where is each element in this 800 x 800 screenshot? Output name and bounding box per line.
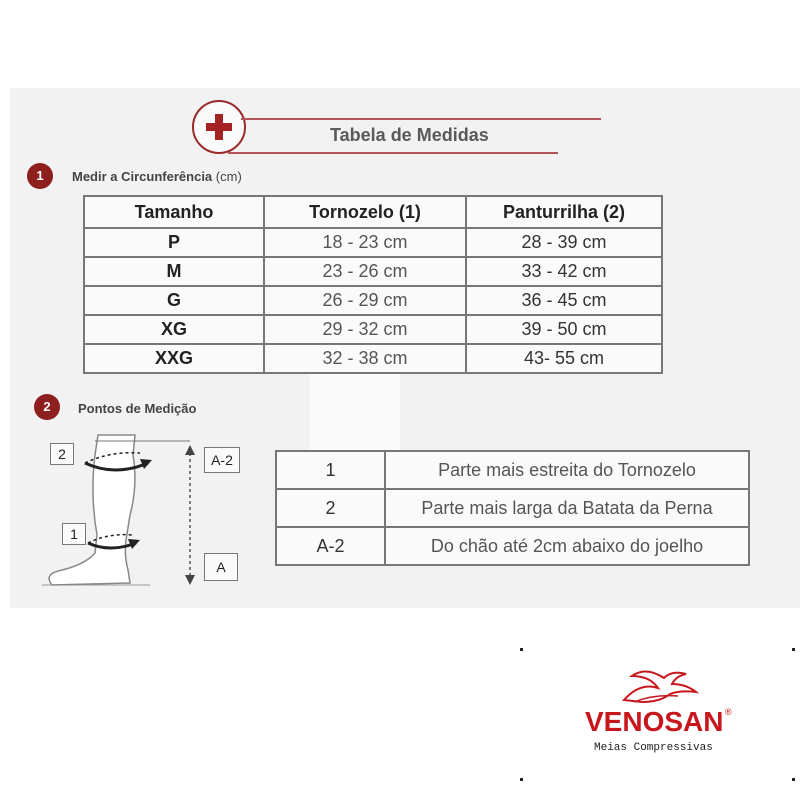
point-description-cell: Parte mais larga da Batata da Perna [385, 489, 749, 527]
size-cell: G [84, 286, 264, 315]
step-1-unit: (cm) [215, 169, 242, 184]
corner-mark [520, 778, 523, 781]
size-cell: XXG [84, 344, 264, 373]
step-1-title [72, 169, 242, 184]
table-row [276, 451, 749, 489]
venosan-bird-logo-icon [620, 662, 700, 706]
table-row [84, 344, 662, 373]
calf-cell: 43- 55 cm [466, 344, 662, 373]
point-id-cell: 1 [276, 451, 385, 489]
medical-cross-icon [192, 100, 246, 154]
brand-tagline: Meias Compressivas [594, 742, 713, 754]
label-a2: A-2 [204, 447, 240, 473]
corner-mark [792, 648, 795, 651]
size-table-header-row [84, 196, 662, 228]
step-2-title: Pontos de Medição [78, 401, 197, 416]
label-a: A [204, 553, 238, 581]
step-2-badge: 2 [34, 394, 60, 420]
ankle-cell: 18 - 23 cm [264, 228, 466, 257]
table-row [84, 315, 662, 344]
size-cell: M [84, 257, 264, 286]
point-id-cell: A-2 [276, 527, 385, 565]
calf-cell: 36 - 45 cm [466, 286, 662, 315]
ankle-cell: 29 - 32 cm [264, 315, 466, 344]
step-1-badge: 1 [27, 163, 53, 189]
point-id-cell: 2 [276, 489, 385, 527]
calf-cell: 28 - 39 cm [466, 228, 662, 257]
step-1-label: Medir a Circunferência [72, 169, 213, 184]
table-row [84, 228, 662, 257]
ankle-cell: 23 - 26 cm [264, 257, 466, 286]
label-point-1: 1 [62, 523, 86, 545]
brand-name: VENOSAN [585, 706, 724, 737]
header-divider-top [241, 118, 601, 120]
leg-measurement-diagram [40, 425, 240, 595]
size-table [83, 195, 663, 374]
table-row [276, 489, 749, 527]
header-divider-bottom [228, 152, 558, 154]
table-row [84, 257, 662, 286]
column-header-calf: Panturrilha (2) [466, 196, 662, 228]
measurement-points-table [275, 450, 750, 566]
table-row [84, 286, 662, 315]
calf-cell: 33 - 42 cm [466, 257, 662, 286]
ankle-cell: 26 - 29 cm [264, 286, 466, 315]
point-description-cell: Do chão até 2cm abaixo do joelho [385, 527, 749, 565]
column-header-ankle: Tornozelo (1) [264, 196, 466, 228]
calf-cell: 39 - 50 cm [466, 315, 662, 344]
corner-mark [792, 778, 795, 781]
page-title: Tabela de Medidas [330, 125, 489, 145]
registered-mark: ® [725, 707, 732, 717]
table-row [276, 527, 749, 565]
ankle-cell: 32 - 38 cm [264, 344, 466, 373]
size-cell: P [84, 228, 264, 257]
point-description-cell: Parte mais estreita do Tornozelo [385, 451, 749, 489]
column-header-size: Tamanho [84, 196, 264, 228]
label-point-2: 2 [50, 443, 74, 465]
size-cell: XG [84, 315, 264, 344]
corner-mark [520, 648, 523, 651]
